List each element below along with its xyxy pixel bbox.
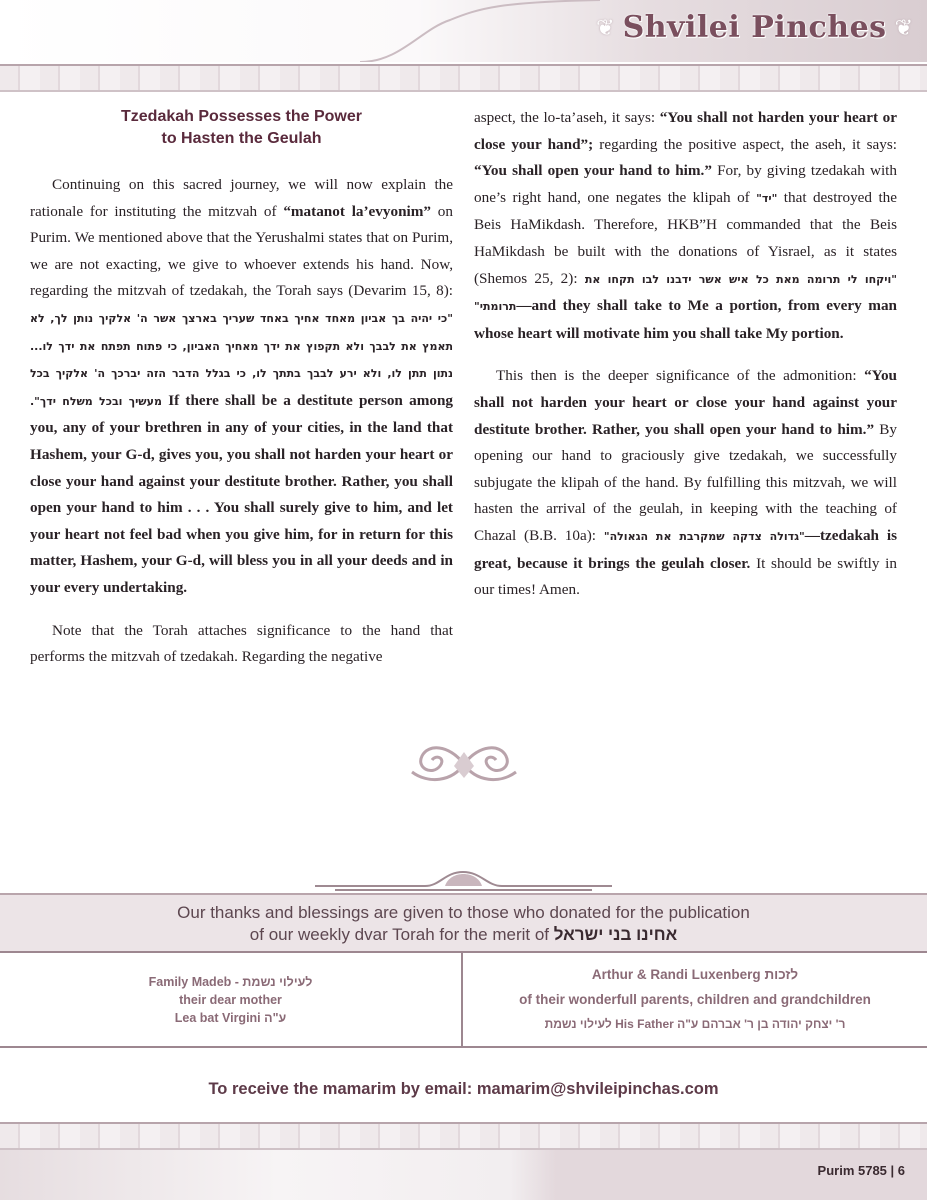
bold-text: “You shall open your hand to him.” [474, 162, 712, 180]
page-header [0, 0, 927, 62]
title-line: Tzedakah Possesses the Power [121, 108, 362, 125]
body-text: This then is the deeper significance of the admonition: [496, 367, 865, 385]
article-paragraph [474, 363, 897, 603]
banner-line-1: Our thanks and blessings are given to those who donated for the publication [177, 903, 750, 922]
body-text: By opening our hand to graciously give tzedakah, we successfully subjugate the klipah of the hand. By fulfilling this mitzvah, we will hasten the arrival of the geulah, in keeping with the teaching of Chazal (B.B. 10a): [474, 420, 897, 544]
donor-banner [0, 893, 927, 951]
donor-left-cell [0, 953, 463, 1046]
bold-text: —tzedakah is great, because it brings the geulah closer. [474, 526, 897, 572]
hebrew-quote: "יד" [756, 191, 778, 205]
flourish-ornament [408, 742, 520, 786]
left-column [30, 106, 453, 671]
donor-left-line: Lea bat Virgini ע"ה [174, 1010, 287, 1025]
article-paragraph [30, 172, 453, 602]
brand-group [596, 8, 913, 48]
donor-left-line: Family Madeb - לעילוי נשמת [148, 974, 313, 989]
banner-line-2-text: of our weekly dvar Torah for the merit of [249, 925, 554, 944]
body-text: regarding the positive aspect, the aseh, it says: [593, 135, 897, 153]
hebrew-quote: "כי יהיה בך אביון מאחד אחיך באחד שעריך בארצך אשר ה' אלקיך נותן לך, לא תאמץ את לבבך ולא תקפוץ את ידך מאחיך האביון, כי פתוח תפתח את ידך לו... נתון תתן לו, ולא ירע לבבך בתתך לו, כי בגלל הדבר הזה יברכך ה' אלקיך בכל מעשיך ובכל משלח ידך". [30, 311, 453, 408]
bold-text: —and they shall take to Me a portion, from every man whose heart will motivate him you shall take My portion. [474, 297, 897, 342]
title-line: to Hasten the Geulah [161, 130, 322, 147]
donor-right-line: לעילוי נשמת His Father ר' יצחק יהודה בן ר' אברהם ע"ה [544, 1017, 846, 1031]
body-text: Note that the Torah attaches significance to the hand that performs the mitzvah of tzedakah. Regarding the negative [30, 621, 453, 666]
donor-arch-ornament [315, 866, 612, 894]
hebrew-quote: "ויקחו לי תרומה מאת כל איש אשר ידבנו לבו תקחו את תרומתי" [474, 272, 897, 314]
body-text: on Purim. We mentioned above that the Yerushalmi states that on Purim, we are not exacting, we give to whoever extends his hand. Now, regarding the mitzvah of tzedakah, the Torah says (Devarim 15, 8): [30, 202, 453, 300]
bold-text: “You shall not harden your heart or close your hand”; [474, 109, 897, 153]
bold-text: “You shall not harden your heart or close your hand against your destitute brother. Rather, you shall open your hand to him.” [474, 367, 897, 438]
body-text: aspect, the lo-ta’aseh, it says: [474, 109, 660, 126]
ornamental-border-bottom [0, 1122, 927, 1150]
swirl-left-icon: ❦ [596, 15, 615, 40]
donor-left-line: their dear mother [179, 992, 282, 1007]
ornamental-border-top [0, 64, 927, 92]
page-number: Purim 5785 | 6 [817, 1163, 905, 1178]
body-text: It should be swiftly in our times! Amen. [474, 554, 897, 599]
header-curve-decoration [360, 0, 600, 62]
email-line: To receive the mamarim by email: mamarim@shvileipinchas.com [208, 1080, 719, 1098]
bold-text: If there shall be a destitute person among you, any of your brethren in any of your cities, in the land that Hashem, your G-d, gives you, you shall not harden your heart or close your hand against your destitute brother. Rather, you shall open your hand to him . . . You shall surely give to him, and let your heart not feel bad when you give him, for in return for this matter, Hashem, your G-d, will bless you in all your deeds and in your every undertaking. [30, 391, 453, 596]
donor-right-cell [463, 953, 927, 1046]
article-title [30, 106, 453, 150]
swirl-right-icon: ❦ [894, 15, 913, 40]
article-paragraph [30, 618, 453, 671]
banner-hebrew: אחינו בני ישראל [553, 925, 678, 944]
hebrew-quote: "גדולה צדקה שמקרבת את הגאולה" [603, 529, 805, 543]
body-text: For, by giving tzedakah with one’s right hand, one negates the klipah of [474, 162, 897, 206]
page-footer [0, 1150, 927, 1200]
article-paragraph [474, 105, 897, 347]
brand-logo: Shvilei Pinches [622, 10, 887, 45]
donor-right-line: of their wonderfull parents, children and grandchildren [519, 992, 871, 1007]
bold-text: “matanot la’evyonim” [283, 202, 431, 220]
donor-box [0, 951, 927, 1048]
right-column [474, 105, 897, 604]
body-text: Continuing on this sacred journey, we will now explain the rationale for instituting the mitzvah of [30, 176, 453, 220]
banner-line-2 [0, 924, 927, 946]
donor-right-line: Arthur & Randi Luxenberg לזכות [591, 967, 799, 982]
body-text: that destroyed the Beis HaMikdash. Therefore, HKB”H commanded that the Beis HaMikdash be built with the donations of Yisrael, as it states (Shemos 25, 2): [474, 188, 897, 287]
